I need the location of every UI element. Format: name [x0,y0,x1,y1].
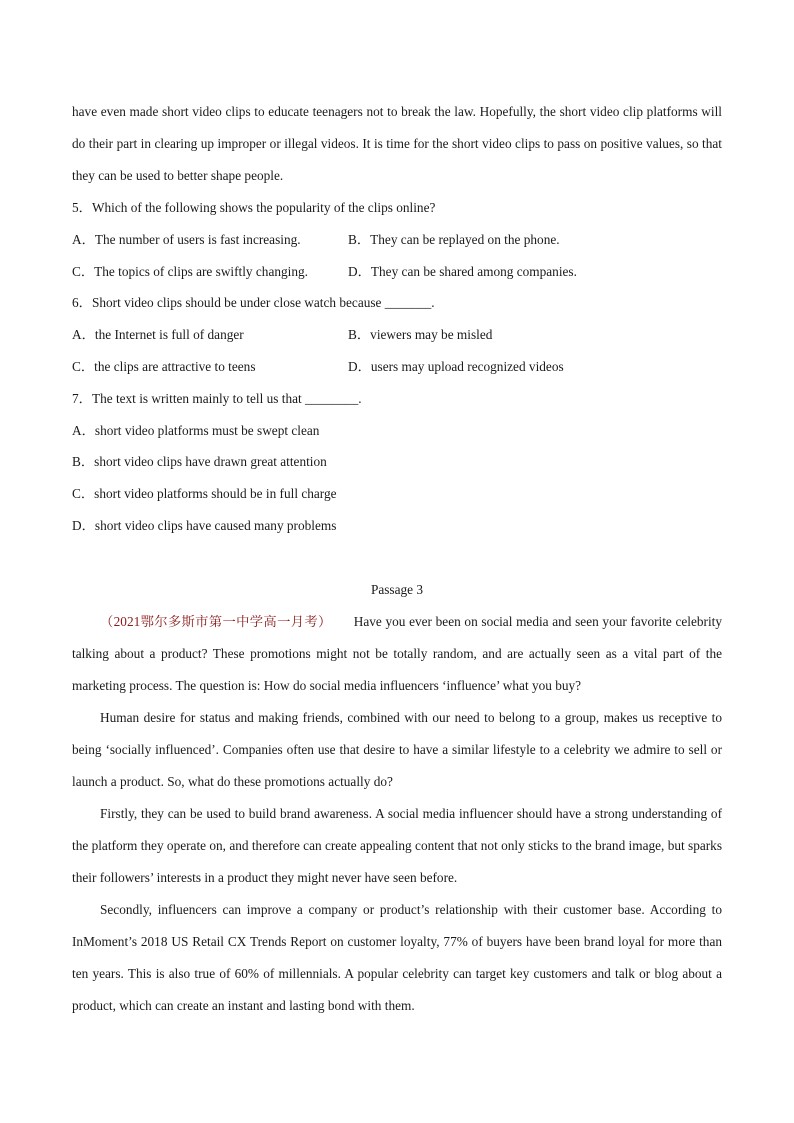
question-5-option-d: D．They can be shared among companies. [348,263,577,279]
question-7-stem: 7．The text is written mainly to tell us that ________. [72,390,362,406]
question-7-option-a: A．short video platforms must be swept clean [72,422,320,438]
passage-3-paragraph-4: Secondly, influencers can improve a company or product’s relationship with their customer base. According to InMoment’s 2018 US Retail CX Trends Report on customer loyalty, 77% of buyers have been brand loyal for more than ten years. This is also true of 60% of millennials. A popular celebrity can target key customers and talk or blog about a product, which can create an instant and lasting bond with them. [72,901,722,1013]
question-5-option-b: B．They can be replayed on the phone. [348,231,560,247]
passage-3-paragraph-1-text: Have you ever been on social media and seen your favorite celebrity talking about a product? These promotions might not be totally random, and are actually seen as a vital part of the marketing process. The question is: How do social media influencers ‘influence’ what you buy? [72,613,723,693]
passage-3-paragraph-1 [72,606,722,702]
question-5-stem: 5．Which of the following shows the popularity of the clips online? [72,200,436,215]
question-7-option-d: D．short video clips have caused many problems [72,517,337,533]
passage-3-title: Passage 3 [370,581,424,597]
question-6-option-d: D．users may upload recognized videos [348,358,564,374]
question-5-options-row-2 [72,256,722,288]
passage-3-paragraph-3: Firstly, they can be used to build brand awareness. A social media influencer should have a strong understanding of the platform they operate on, and therefore can create appealing content that not only sticks to the brand image, but sparks their followers’ interests in a product they might never have seen before. [72,805,722,885]
question-5-option-c: C．The topics of clips are swiftly changing. [72,263,308,279]
passage-3-source: （2021鄂尔多斯市第一中学高一月考） [100,613,332,629]
question-6-options-row-2 [72,351,722,383]
question-6-stem: 6．Short video clips should be under close watch because _______. [72,295,435,311]
question-7-option-c: C．short video platforms should be in full charge [72,486,337,502]
question-7-option-b: B．short video clips have drawn great attention [72,454,327,470]
question-6-options-row-1 [72,319,722,351]
question-6-option-c: C．the clips are attractive to teens [72,358,256,374]
question-6-option-a: A．the Internet is full of danger [72,327,244,343]
question-6-option-b: B．viewers may be misled [348,327,493,343]
intro-paragraph: have even made short video clips to educate teenagers not to break the law. Hopefully, the short video clip platforms will do their part in clearing up improper or illegal videos. It is time for the short video clips to pass on positive values, so that they can be used to better shape people. [72,104,722,183]
question-5-options-row-1 [72,224,722,256]
passage-3-paragraph-2: Human desire for status and making friends, combined with our need to belong to a group, makes us receptive to being ‘socially influenced’. Companies often use that desire to have a similar lifestyle to a celebrity we admire to sell or launch a product. So, what do these promotions actually do? [72,709,722,789]
document-page [72,96,722,1022]
question-5-option-a: A．The number of users is fast increasing. [72,231,301,247]
